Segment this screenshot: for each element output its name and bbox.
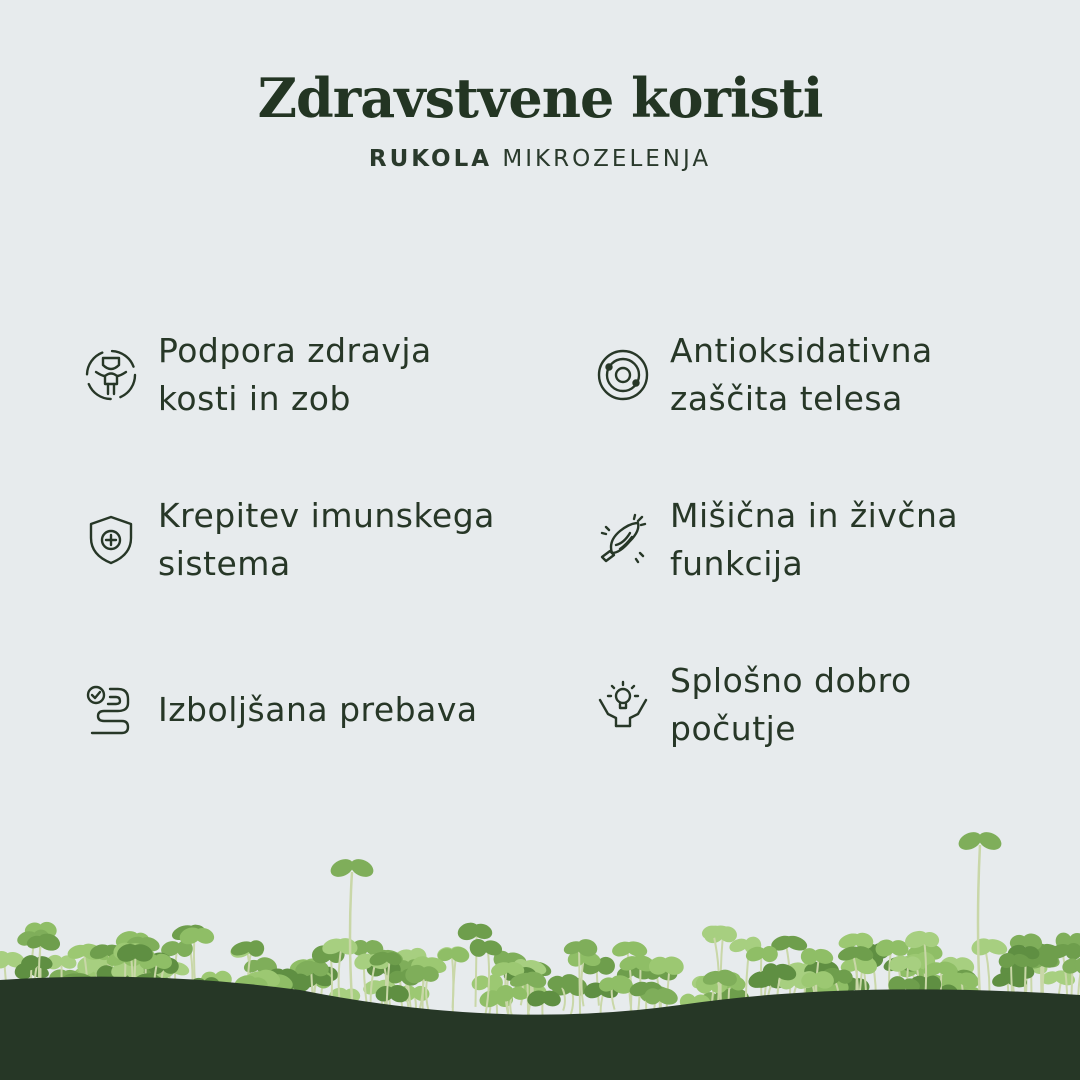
muscle-icon bbox=[594, 511, 652, 569]
benefit-wellbeing bbox=[594, 657, 1040, 753]
benefit-antioxidant bbox=[594, 327, 1040, 423]
subtitle-rest: MIKROZELENJA bbox=[492, 146, 712, 172]
page-subtitle bbox=[0, 146, 1080, 172]
microgreens-footer bbox=[0, 830, 1080, 1080]
hands-lightbulb-icon bbox=[594, 676, 652, 734]
intestine-check-icon bbox=[82, 681, 140, 739]
benefit-label: Izboljšana prebava bbox=[158, 690, 478, 729]
benefit-label: Podpora zdravja kosti in zob bbox=[158, 331, 432, 418]
microgreens-illustration bbox=[0, 830, 1080, 1080]
page-title: Zdravstvene koristi bbox=[257, 66, 823, 130]
bone-joint-icon bbox=[82, 346, 140, 404]
shield-plus-icon bbox=[82, 511, 140, 569]
benefit-label: Mišična in živčna funkcija bbox=[670, 496, 959, 583]
benefit-immune bbox=[82, 492, 528, 588]
benefit-label: Splošno dobro počutje bbox=[670, 661, 912, 748]
benefit-label: Krepitev imunskega sistema bbox=[158, 496, 495, 583]
subtitle-product: RUKOLA bbox=[368, 146, 493, 172]
benefit-label: Antioksidativna zaščita telesa bbox=[670, 331, 933, 418]
atom-orbit-icon bbox=[594, 346, 652, 404]
benefit-bones-teeth bbox=[82, 327, 528, 423]
benefit-digestion bbox=[82, 681, 528, 739]
benefit-muscle-nerve bbox=[594, 492, 1040, 588]
